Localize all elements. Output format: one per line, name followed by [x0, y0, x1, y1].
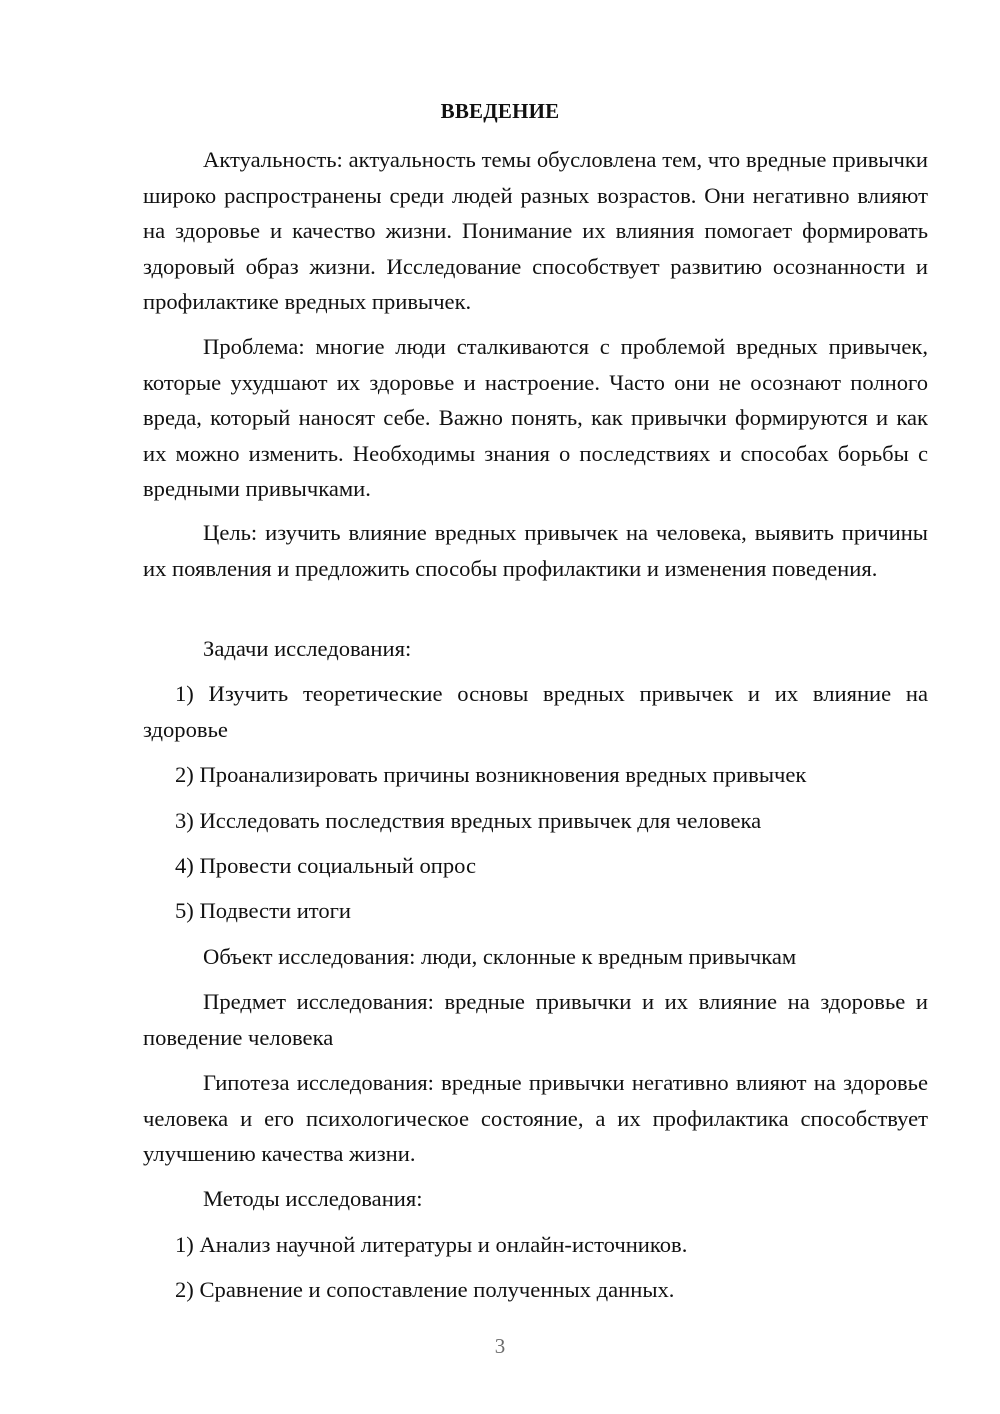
section-title: ВВЕДЕНИЕ: [440, 99, 560, 123]
methods-heading: Методы исследования:: [203, 1186, 423, 1211]
task-item: 4) Провести социальный опрос: [175, 853, 477, 878]
paragraph-actuality: Актуальность: актуальность темы обусловлена тем, что вредные привычки широко распространены среди людей разных возрастов. Они негативно влияют на здоровье и качество жизни. Понимание их влияния помогает формировать здоровый образ жизни. Исследование способствует развитию осознанности и профилактике вредных привычек.: [143, 147, 928, 314]
task-item: 3) Исследовать последствия вредных привычек для человека: [175, 808, 762, 833]
paragraph-problem: Проблема: многие люди сталкиваются с проблемой вредных привычек, которые ухудшают их здоровье и настроение. Часто они не осознают полного вреда, который наносят себе. Важно понять, как привычки формируются и как их можно изменить. Необходимы знания о последствиях и способах борьбы с вредными привычками.: [143, 334, 928, 501]
task-item: 2) Проанализировать причины возникновения вредных привычек: [175, 762, 807, 787]
task-item: 5) Подвести итоги: [175, 898, 352, 923]
page-number: 3: [494, 1334, 506, 1358]
paragraph-goal: Цель: изучить влияние вредных привычек на человека, выявить причины их появления и предложить способы профилактики и изменения поведения.: [143, 520, 928, 581]
method-item: 1) Анализ научной литературы и онлайн-источников.: [175, 1232, 688, 1257]
paragraph-object: Объект исследования: люди, склонные к вредным привычкам: [203, 944, 797, 969]
task-item: 1) Изучить теоретические основы вредных привычек и их влияние на здоровье: [143, 681, 928, 742]
paragraph-hypothesis: Гипотеза исследования: вредные привычки негативно влияют на здоровье человека и его психологическое состояние, а их профилактика способствует улучшению качества жизни.: [143, 1070, 928, 1166]
paragraph-subject: Предмет исследования: вредные привычки и их влияние на здоровье и поведение человека: [143, 989, 928, 1050]
method-item: 2) Сравнение и сопоставление полученных данных.: [175, 1277, 675, 1302]
tasks-heading: Задачи исследования:: [203, 636, 412, 661]
